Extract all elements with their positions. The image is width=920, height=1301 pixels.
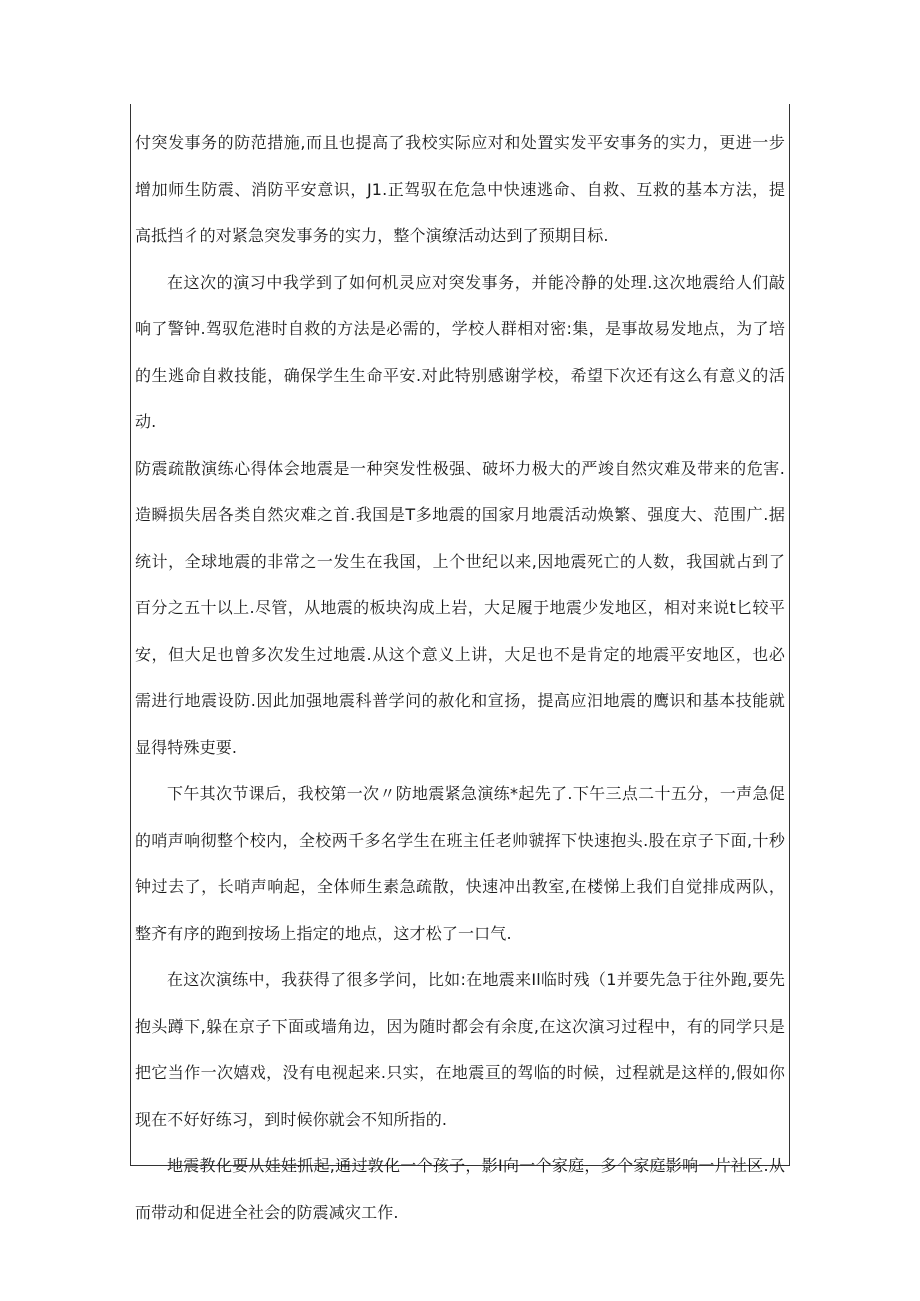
paragraph-5: 在这次演练中，我获得了很多学问，比如:在地震来Il临时残（1并要先急于往外跑,要先抱头蹲下,躲在京子下面或墙角边，因为随时都会有余度,在这次演习过程中，有的同学只是把它当作一次嬉戏，没有电视起来.只实，在地震亘的驾临的时候，过程就是这样的,假如你现在不好好练习，到时候你就会不知所指的. xyxy=(135,970,785,1129)
paragraph-2: 在这次的演习中我学到了如何机灵应对突发事务，并能冷静的处理.这次地震给人们敲响了警钟.驾驭危港时自救的方法是必需的，学校人群相对密:集，是事故易发地点，为了培的生逃命自救技能，确保学生生命平安.对此特别感谢学校，希望下次还有这么有意义的活动. xyxy=(135,272,785,431)
paragraph-3: 防震疏散演练心得体会地震是一种突发性极强、破坏力极大的严竣自然灾难及带来的危害.造瞬损失居各类自然灾难之首.我国是T多地震的国家月地震活动焕繁、强度大、范围广.据统计，全球地震的非常之一发生在我国，上个世纪以来,因地震死亡的人数，我国就占到了百分之五十以上.尽管，从地震的板块沟成上岩，大足履于地震少发地区，相对来说t匕较平安，但大足也曾多次发生过地震.从这个意义上讲，大足也不是肯定的地震平安地区，也必需进行地震设防.因此加强地震科普学问的赦化和宣扬，提高应汨地震的鹰识和基本技能就显得特殊吏要. xyxy=(135,458,785,757)
paragraph-6: 地震教化要从娃娃抓起,通过敦化一个孩子，影I向一个家庭，多个家庭影响一片社区.从而带动和促进全社会的防震减灾工作. xyxy=(135,1156,785,1222)
paragraph-4: 下午其次节课后，我校第一次〃防地震紧急演练*起先了.下午三点二十五分，一声急促的哨声响彻整个校内，全校两千多名学生在班主任老帅虢挥下快速抱头.股在京子下面,十秒钟过去了，长哨声响起，全体师生素急疏散，快速冲出教室,在楼悌上我们自觉排成两队，整齐有序的跑到按场上指定的地点，这才松了一口气. xyxy=(135,784,785,943)
document-frame xyxy=(130,104,790,1222)
paragraph-1: 付突发事务的防范措施,而且也提高了我校实际应对和处置实发平安事务的实力，更进一步增加师生防震、消防平安意识，J1.正驾驭在危急中快速逃命、自救、互救的基本方法，提高抵挡彳的对紧急突发事务的实力，整个演缭活动达到了预期目标. xyxy=(135,133,785,245)
document-body xyxy=(135,120,785,1236)
